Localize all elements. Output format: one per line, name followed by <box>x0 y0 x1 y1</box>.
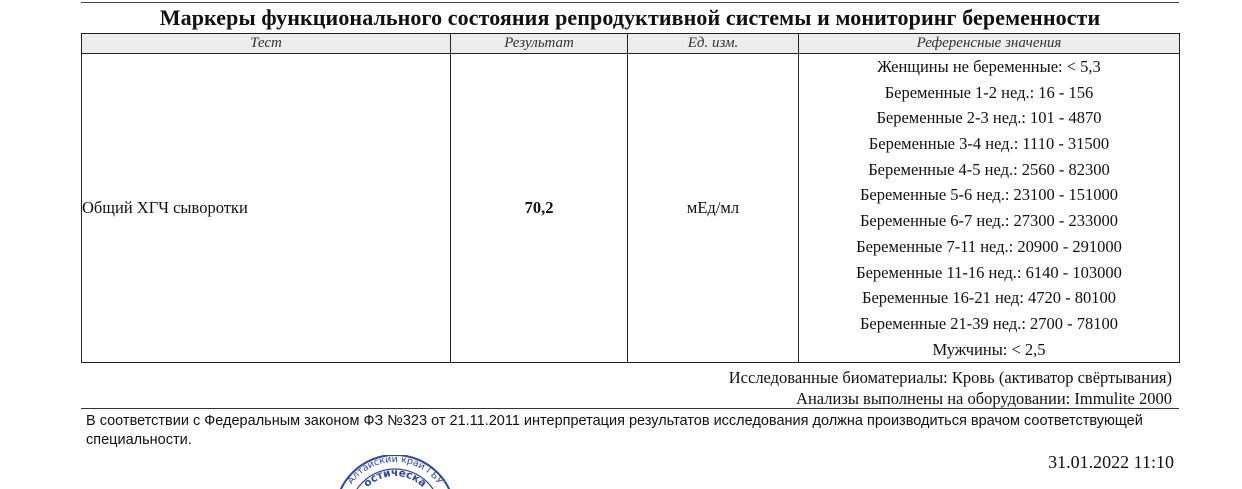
reference-line: Беременные 16-21 нед: 4720 - 80100 <box>862 288 1116 308</box>
table-row <box>82 54 1180 363</box>
results-table <box>81 33 1180 363</box>
document-title: Маркеры функционального состояния репродуктивной системы и мониторинг беременности <box>159 5 1101 30</box>
result-value: 70,2 <box>451 54 628 363</box>
reference-line: Беременные 2-3 нед.: 101 - 4870 <box>876 108 1102 128</box>
reference-line: Мужчины: < 2,5 <box>932 339 1046 359</box>
svg-text:остическа: остическа <box>361 466 429 489</box>
header-result: Результат <box>451 34 628 54</box>
reference-line: Беременные 21-39 нед.: 2700 - 78100 <box>859 313 1119 333</box>
equipment-note: Анализы выполнены на оборудовании: Immulite 2000 <box>796 389 1172 408</box>
reference-line: Беременные 6-7 нед.: 27300 - 233000 <box>859 211 1119 231</box>
report-datetime: 31.01.2022 11:10 <box>1048 452 1174 472</box>
reference-line: Беременные 3-4 нед.: 1110 - 31500 <box>868 134 1110 154</box>
table-header-row <box>82 34 1180 54</box>
separator-rule <box>81 408 1179 409</box>
reference-values <box>799 54 1180 363</box>
biomaterial-note: Исследованные биоматериалы: Кровь (активатор свёртывания) <box>728 368 1172 387</box>
svg-text:Алтайский край ГБУ: Алтайский край ГБУ <box>345 455 445 487</box>
legal-notice: В соответствии с Федеральным законом ФЗ №323 от 21.11.2011 интерпретация результатов исследования должна производиться врачом соответствующей специальности. <box>86 413 1143 448</box>
header-unit: Ед. изм. <box>628 34 799 54</box>
header-reference: Референсные значения <box>799 34 1180 54</box>
reference-line: Беременные 4-5 нед.: 2560 - 82300 <box>868 159 1110 179</box>
reference-line: Беременные 11-16 нед.: 6140 - 103000 <box>856 262 1122 282</box>
top-rule <box>81 2 1179 3</box>
header-test: Тест <box>82 34 451 54</box>
reference-line: Женщины не беременные: < 5,3 <box>877 57 1101 76</box>
test-name: Общий ХГЧ сыворотки <box>82 54 451 363</box>
reference-line: Беременные 1-2 нед.: 16 - 156 <box>884 82 1094 102</box>
reference-line: Беременные 7-11 нед.: 20900 - 291000 <box>856 236 1122 256</box>
unit-value: мЕд/мл <box>628 54 799 363</box>
reference-line: Беременные 5-6 нед.: 23100 - 151000 <box>859 185 1119 205</box>
stamp-seal <box>330 455 460 489</box>
